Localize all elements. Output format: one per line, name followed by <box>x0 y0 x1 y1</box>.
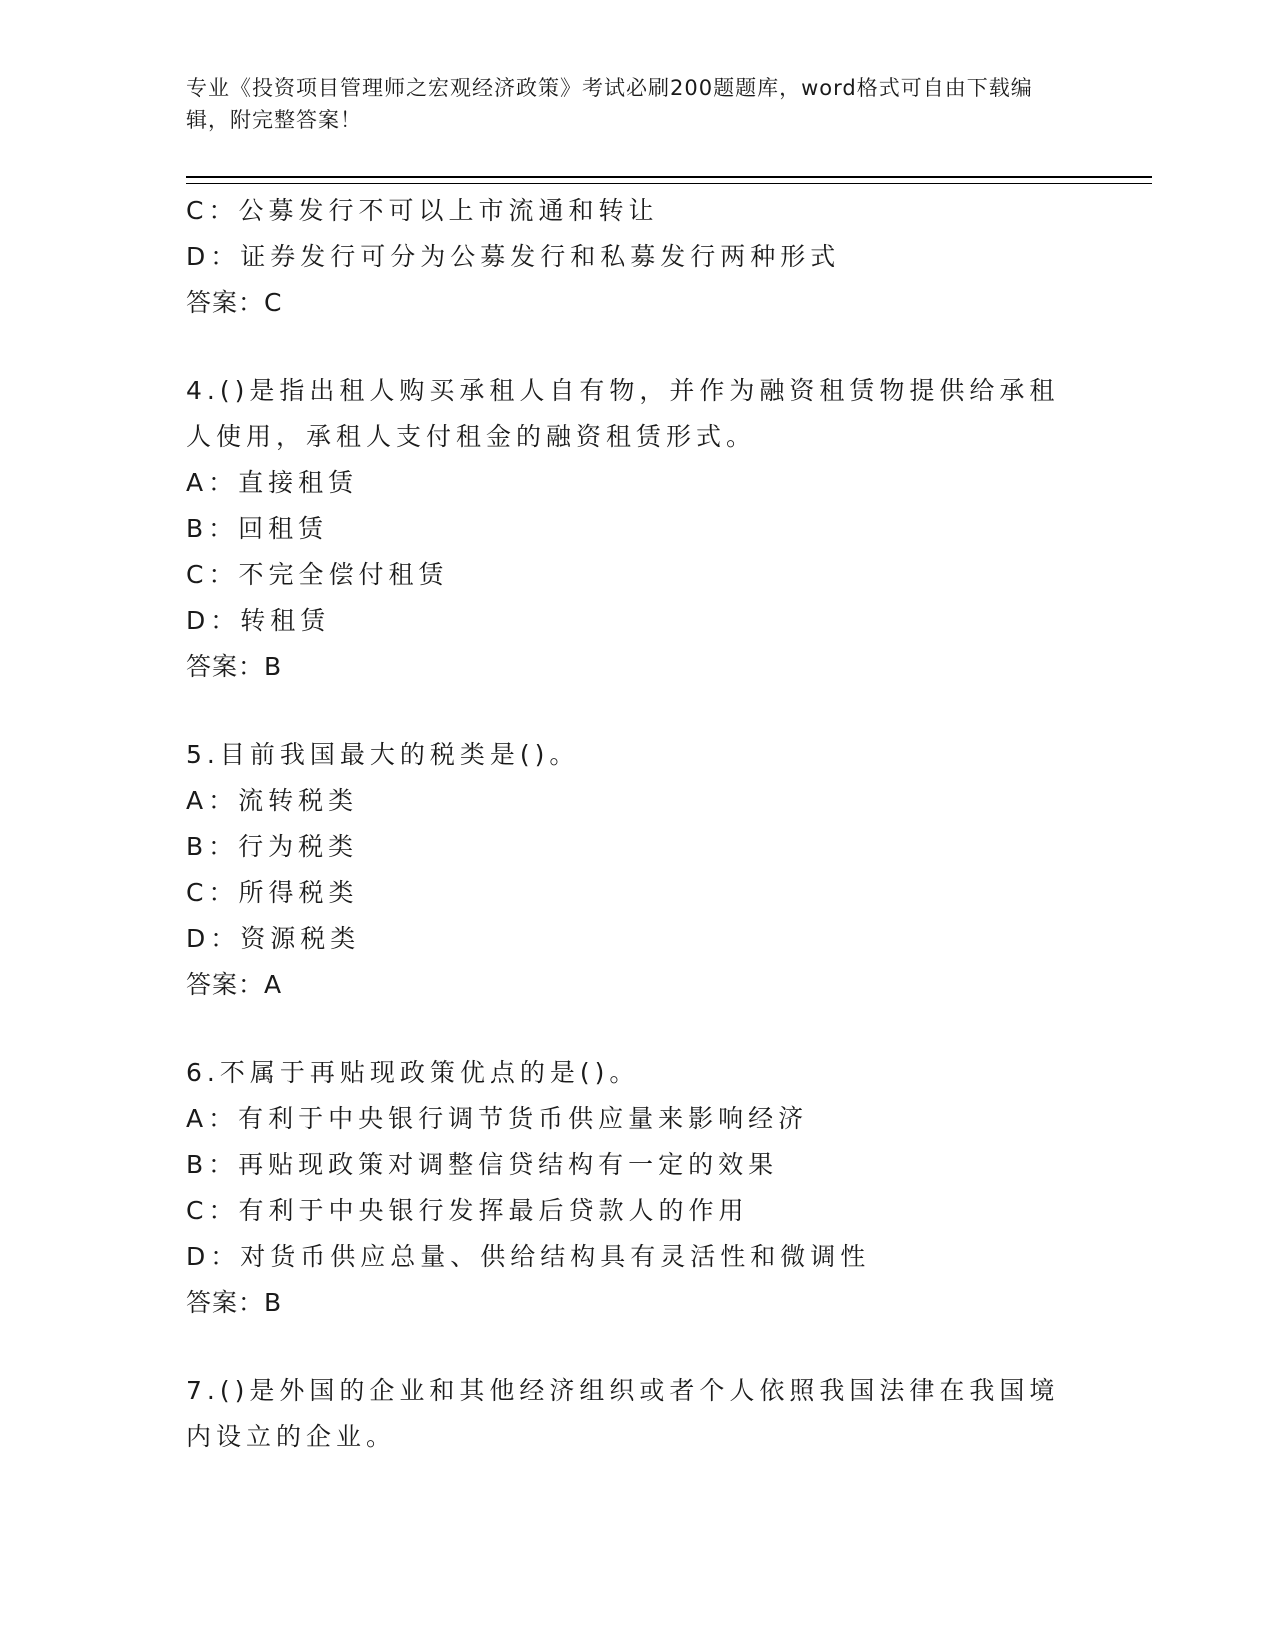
option-b: B：行为税类 <box>186 832 359 861</box>
question-text: 5.目前我国最大的税类是()。 <box>186 740 580 769</box>
option-a: A：流转税类 <box>186 786 359 815</box>
question-4 <box>186 368 1086 690</box>
option-a: A：直接租赁 <box>186 468 359 497</box>
option-d: D：转租赁 <box>186 606 331 635</box>
answer-line: 答案：A <box>186 970 283 999</box>
spacer <box>186 326 1086 368</box>
option-b: B：回租赁 <box>186 514 329 543</box>
option-c: C：不完全偿付租赁 <box>186 560 449 589</box>
question-list <box>186 188 1086 1460</box>
question-text: 6.不属于再贴现政策优点的是()。 <box>186 1058 640 1087</box>
option-a: A：有利于中央银行调节货币供应量来影响经济 <box>186 1104 809 1133</box>
option-d: D：对货币供应总量、供给结构具有灵活性和微调性 <box>186 1242 871 1271</box>
question-5 <box>186 732 1086 1008</box>
header-divider <box>186 176 1152 178</box>
option-d: D：资源税类 <box>186 924 361 953</box>
option-b: B：再贴现政策对调整信贷结构有一定的效果 <box>186 1150 779 1179</box>
option-c: C：有利于中央银行发挥最后贷款人的作用 <box>186 1196 749 1225</box>
option-d: D：证券发行可分为公募发行和私募发行两种形式 <box>186 242 841 271</box>
header-divider-thin <box>186 183 1152 184</box>
document-header: 专业《投资项目管理师之宏观经济政策》考试必刷200题题库，word格式可自由下载编辑，附完整答案！ <box>186 76 1033 132</box>
spacer <box>186 1008 1086 1050</box>
question-3-tail <box>186 188 1086 326</box>
question-text: 4.()是指出租人购买承租人自有物，并作为融资租赁物提供给承租人使用，承租人支付租金的融资租赁形式。 <box>186 376 1060 451</box>
answer-line: 答案：C <box>186 288 283 317</box>
question-7 <box>186 1368 1086 1460</box>
option-c: C：所得税类 <box>186 878 359 907</box>
option-c: C：公募发行不可以上市流通和转让 <box>186 196 659 225</box>
question-6 <box>186 1050 1086 1326</box>
question-text: 7.()是外国的企业和其他经济组织或者个人依照我国法律在我国境内设立的企业。 <box>186 1376 1060 1451</box>
spacer <box>186 690 1086 732</box>
spacer <box>186 1326 1086 1368</box>
answer-line: 答案：B <box>186 1288 283 1317</box>
answer-line: 答案：B <box>186 652 283 681</box>
